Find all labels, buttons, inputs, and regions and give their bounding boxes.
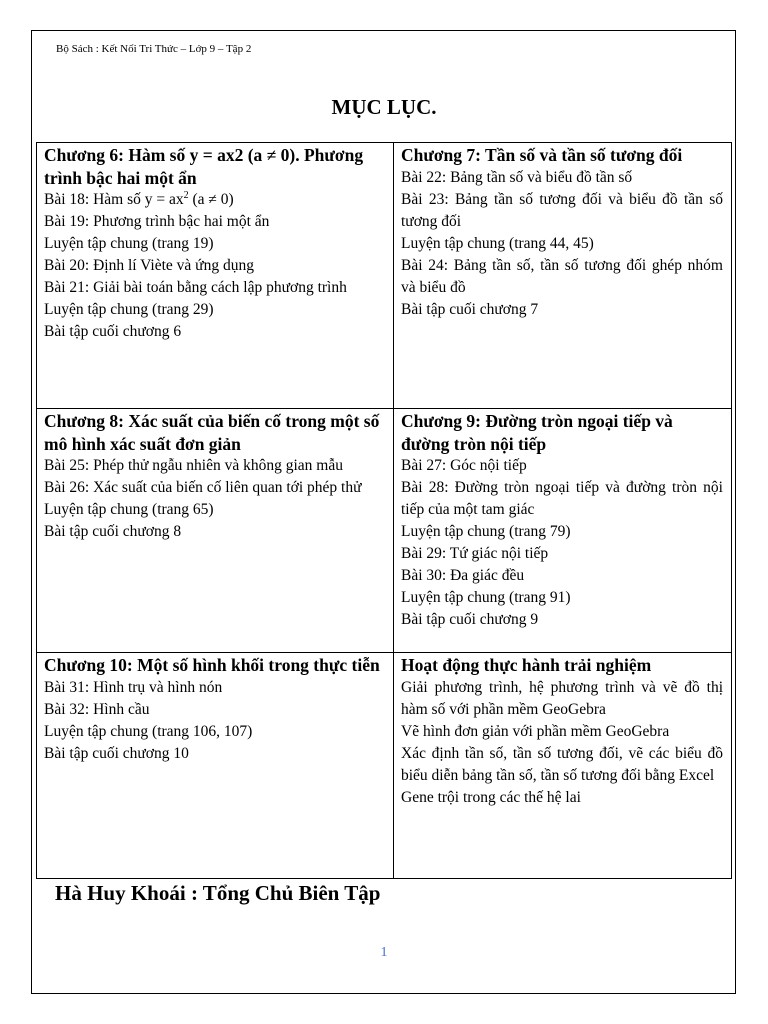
lesson-list [401,677,723,809]
lesson-text: Bài tập cuối chương 8 [44,523,182,540]
chapter-cell [37,653,394,879]
toc-row [37,653,732,879]
lesson-item [44,277,385,299]
lesson-text: Luyện tập chung (trang 29) [44,301,214,318]
lesson-item [401,189,723,233]
lesson-item [44,677,385,699]
lesson-item [401,477,723,521]
lesson-text: Xác định tần số, tần số tương đối, vẽ các biểu đồ biểu diễn bảng tần số, tần số tương đối bằng Excel [401,744,723,784]
lesson-text: Bài tập cuối chương 7 [401,300,539,318]
lesson-text: Bài tập cuối chương 10 [44,744,189,762]
lesson-text: Gene trội trong các thế hệ lai [401,788,581,806]
chapter-heading: Chương 10: Một số hình khối trong thực tiễn [44,655,380,675]
toc-row [37,409,732,653]
lesson-exponent: 2 [183,189,189,201]
chapter-cell [394,409,732,653]
lesson-item [44,321,385,343]
chapter-cell [37,409,394,653]
lesson-text: Vẽ hình đơn giản với phần mềm GeoGebra [401,722,670,740]
lesson-item [401,233,723,255]
lesson-text: Giải phương trình, hệ phương trình và vẽ đồ thị hàm số với phần mềm GeoGebra [401,678,723,718]
lesson-item [401,299,723,321]
lesson-text: Bài 27: Góc nội tiếp [401,457,527,474]
lesson-text: Bài 31: Hình trụ và hình nón [44,678,223,696]
lesson-item [44,499,385,521]
lesson-item [401,543,723,565]
lesson-item [401,455,723,477]
lesson-text: Bài 20: Định lí Viète và ứng dụng [44,257,254,274]
toc-row [37,143,732,409]
chapter-heading: Chương 7: Tần số và tần số tương đối [401,145,683,165]
lesson-item [44,189,385,211]
lesson-text: Luyện tập chung (trang 65) [44,501,214,518]
book-series-header: Bộ Sách : Kết Nối Tri Thức – Lớp 9 – Tập 2 [56,43,252,55]
chief-editor: Hà Huy Khoái : Tổng Chủ Biên Tập [55,881,381,905]
toc-table [36,142,732,879]
lesson-item [401,677,723,721]
lesson-text: Bài 25: Phép thử ngẫu nhiên và không gian mẫu [44,457,343,474]
lesson-item [401,609,723,631]
chapter-cell [394,653,732,879]
lesson-text: Bài 22: Bảng tần số và biểu đồ tần số [401,168,633,186]
lesson-text: Bài 23: Bảng tần số tương đối và biểu đồ tần số tương đối [401,190,723,230]
lesson-item [44,477,385,499]
lesson-item [44,255,385,277]
lesson-text: Luyện tập chung (trang 79) [401,523,571,540]
lesson-text: Bài 18: Hàm số y = ax [44,191,184,208]
lesson-text: Bài 21: Giải bài toán bằng cách lập phương trình [44,279,347,296]
lesson-item [401,787,723,809]
lesson-text: Bài 29: Tứ giác nội tiếp [401,545,549,562]
lesson-text: Bài 24: Bảng tần số, tần số tương đối ghép nhóm và biểu đồ [401,256,723,296]
chapter-heading: Chương 8: Xác suất của biến cố trong một số mô hình xác suất đơn giản [44,411,380,454]
lesson-item [401,167,723,189]
lesson-item [401,721,723,743]
chapter-cell [37,143,394,409]
lesson-item [401,743,723,787]
lesson-list [401,167,723,321]
lesson-text: Luyện tập chung (trang 44, 45) [401,234,594,252]
lesson-text: Bài 30: Đa giác đều [401,567,525,584]
chapter-heading: Chương 6: Hàm số y = ax2 (a ≠ 0). Phương trình bậc hai một ẩn [44,145,364,188]
lesson-text: Bài 28: Đường tròn ngoại tiếp và đường tròn nội tiếp của một tam giác [401,479,723,518]
chapter-heading: Chương 9: Đường tròn ngoại tiếp và đường tròn nội tiếp [401,411,673,454]
lesson-item [401,587,723,609]
lesson-list [44,677,385,765]
chapter-cell [394,143,732,409]
lesson-list [401,455,723,631]
page-number: 1 [380,945,388,960]
lesson-item [44,455,385,477]
chapter-heading: Hoạt động thực hành trải nghiệm [401,655,652,675]
lesson-item [401,255,723,299]
lesson-item [44,211,385,233]
lesson-text: Bài 26: Xác suất của biến cố liên quan tới phép thử [44,479,362,496]
lesson-item [44,699,385,721]
lesson-text: Luyện tập chung (trang 19) [44,235,214,252]
lesson-text: Bài 32: Hình cầu [44,700,150,718]
lesson-text: Bài tập cuối chương 9 [401,611,539,628]
page-title: MỤC LỤC. [331,95,437,119]
lesson-item [44,721,385,743]
lesson-item [401,521,723,543]
lesson-text: Luyện tập chung (trang 91) [401,589,571,606]
lesson-item [44,299,385,321]
lesson-text-suffix: (a ≠ 0) [188,191,234,208]
lesson-item [401,565,723,587]
lesson-item [44,233,385,255]
lesson-text: Bài 19: Phương trình bậc hai một ẩn [44,213,270,230]
lesson-item [44,521,385,543]
lesson-text: Luyện tập chung (trang 106, 107) [44,722,253,740]
lesson-item [44,743,385,765]
lesson-list [44,455,385,543]
lesson-text: Bài tập cuối chương 6 [44,323,182,340]
lesson-list [44,189,385,343]
